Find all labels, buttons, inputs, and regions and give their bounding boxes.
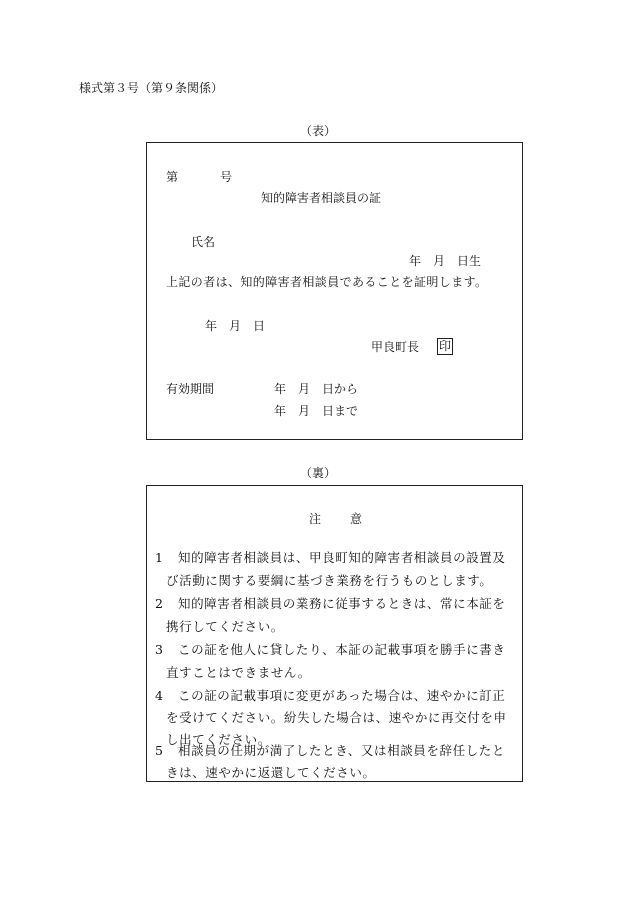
front-card (146, 142, 523, 440)
notice-text-line: 携行してください。 (166, 619, 284, 634)
notice-text-line: きは、速やかに返還してください。 (166, 765, 376, 780)
issuer-name: 甲良町長 (371, 340, 420, 354)
notice-text-line: 知的障害者相談員の業務に従事するときは、常に本証を (178, 596, 506, 611)
form-number-label: 様式第３号（第９条関係） (79, 81, 224, 95)
notice-number: 4 (155, 688, 164, 703)
notice-number: 3 (155, 642, 164, 657)
card-title: 知的障害者相談員の証 (261, 191, 382, 205)
notice-text-line: 直すことはできません。 (166, 665, 311, 680)
notice-text-line: 相談員の任期が満了したとき、又は相談員を辞任したと (178, 743, 506, 758)
notice-number: 5 (155, 743, 164, 758)
validity-label: 有効期間 (166, 382, 215, 396)
notice-text-line: び活動に関する要綱に基づき業務を行うものとします。 (166, 573, 493, 588)
notice-text-line: を受けてください。紛失した場合は、速やかに再交付を申 (166, 710, 507, 725)
back-side-label: （裏） (300, 466, 337, 480)
validity-to: 年 月 日まで (274, 404, 359, 418)
issue-date: 年 月 日 (205, 319, 266, 333)
notice-text-line: この証を他人に貸したり、本証の記載事項を勝手に書き (178, 642, 506, 657)
name-label: 氏名 (191, 235, 216, 249)
notice-heading-1: 注 (309, 512, 322, 526)
notice-text-line: この証の記載事項に変更があった場合は、速やかに訂正 (178, 688, 506, 703)
back-card (146, 485, 523, 782)
notice-text-line: 知的障害者相談員は、甲良町知的障害者相談員の設置及 (178, 550, 506, 565)
notice-number: 1 (155, 550, 164, 565)
birth-date: 年 月 日生 (409, 254, 482, 268)
notice-heading-2: 意 (350, 512, 363, 526)
seal-stamp: 印 (439, 339, 452, 353)
notice-number: 2 (155, 596, 164, 611)
certification-text: 上記の者は、知的障害者相談員であることを証明します。 (166, 275, 488, 289)
validity-from: 年 月 日から (274, 382, 359, 396)
front-side-label: （表） (300, 124, 337, 138)
number-prefix: 第 (166, 170, 179, 184)
number-suffix: 号 (220, 170, 233, 184)
notice-text-line: し出てください。 (166, 732, 271, 747)
